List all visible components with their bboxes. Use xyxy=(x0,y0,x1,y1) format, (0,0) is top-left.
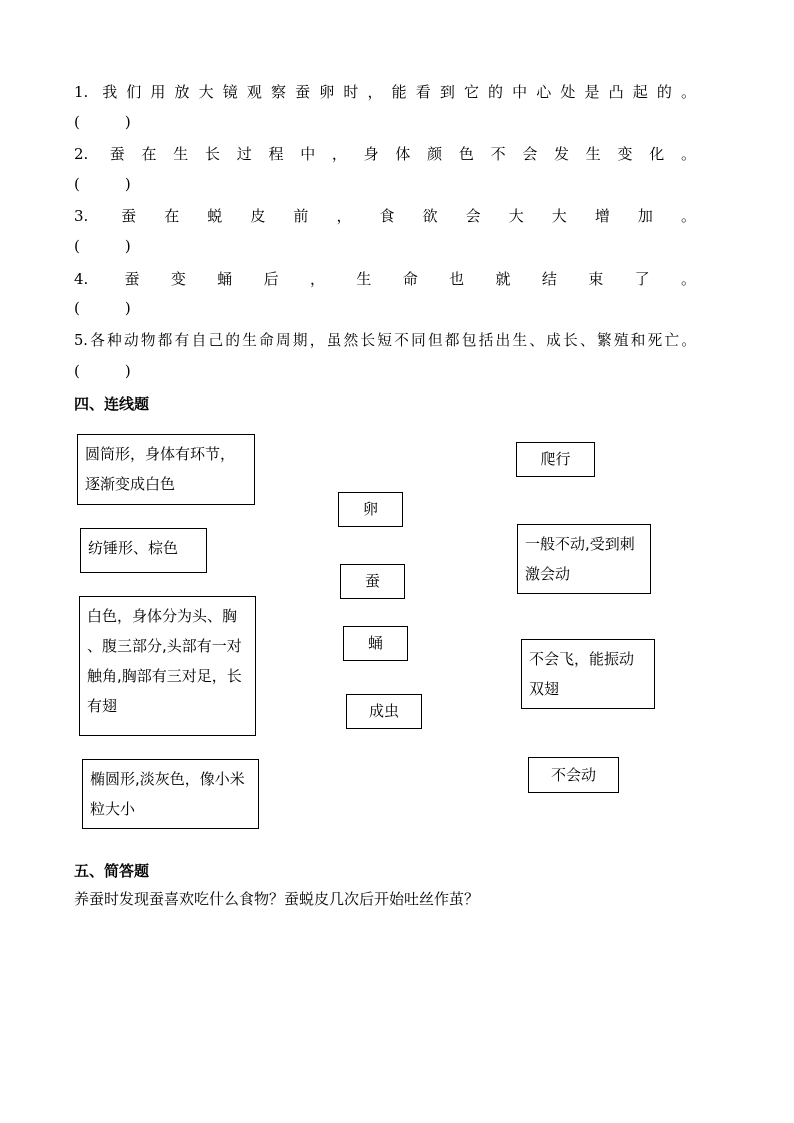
short-answer-question: 养蚕时发现蚕喜欢吃什么食物？蚕蜕皮几次后开始吐丝作茧？ xyxy=(74,890,480,908)
section-title-matching: 四、连线题 xyxy=(74,395,150,413)
middle-box-adult[interactable]: 成虫 xyxy=(346,694,422,729)
left-box-3[interactable]: 白色，身体分为头、胸 、腹三部分,头部有一对触角,胸部有三对足，长有翅 xyxy=(79,596,256,736)
right-box-3[interactable]: 不会飞，能振动双翅 xyxy=(521,639,655,709)
section-title-short-answer: 五、简答题 xyxy=(74,862,150,880)
left-box-4[interactable]: 椭圆形,淡灰色，像小米粒大小 xyxy=(82,759,259,829)
statement-text: 2. 蚕在生长过程中，身体颜色不会发生变化。 xyxy=(74,145,696,163)
answer-parentheses: ( ) xyxy=(74,237,131,255)
statement-text: 4. 蚕变蛹后，生命也就结束了。 xyxy=(74,270,696,288)
right-box-4[interactable]: 不会动 xyxy=(528,757,619,793)
middle-box-pupa[interactable]: 蛹 xyxy=(343,626,408,661)
right-box-2[interactable]: 一般不动,受到刺激会动 xyxy=(517,524,651,594)
statement-text: 3. 蚕在蜕皮前，食欲会大大增加。 xyxy=(74,207,696,225)
middle-box-egg[interactable]: 卵 xyxy=(338,492,403,527)
left-box-2[interactable]: 纺锤形、棕色 xyxy=(80,528,207,573)
left-box-1[interactable]: 圆筒形，身体有环节，逐渐变成白色 xyxy=(77,434,255,505)
answer-parentheses: ( ) xyxy=(74,362,131,380)
answer-parentheses: ( ) xyxy=(74,299,131,317)
answer-parentheses: ( ) xyxy=(74,113,131,131)
statement-text: 5.各种动物都有自己的生命周期，虽然长短不同但都包括出生、成长、繁殖和死亡。 xyxy=(74,332,696,349)
middle-box-silkworm[interactable]: 蚕 xyxy=(340,564,405,599)
right-box-1[interactable]: 爬行 xyxy=(516,442,595,477)
answer-parentheses: ( ) xyxy=(74,175,131,193)
statement-text: 1. 我们用放大镜观察蚕卵时，能看到它的中心处是凸起的。 xyxy=(74,83,696,101)
